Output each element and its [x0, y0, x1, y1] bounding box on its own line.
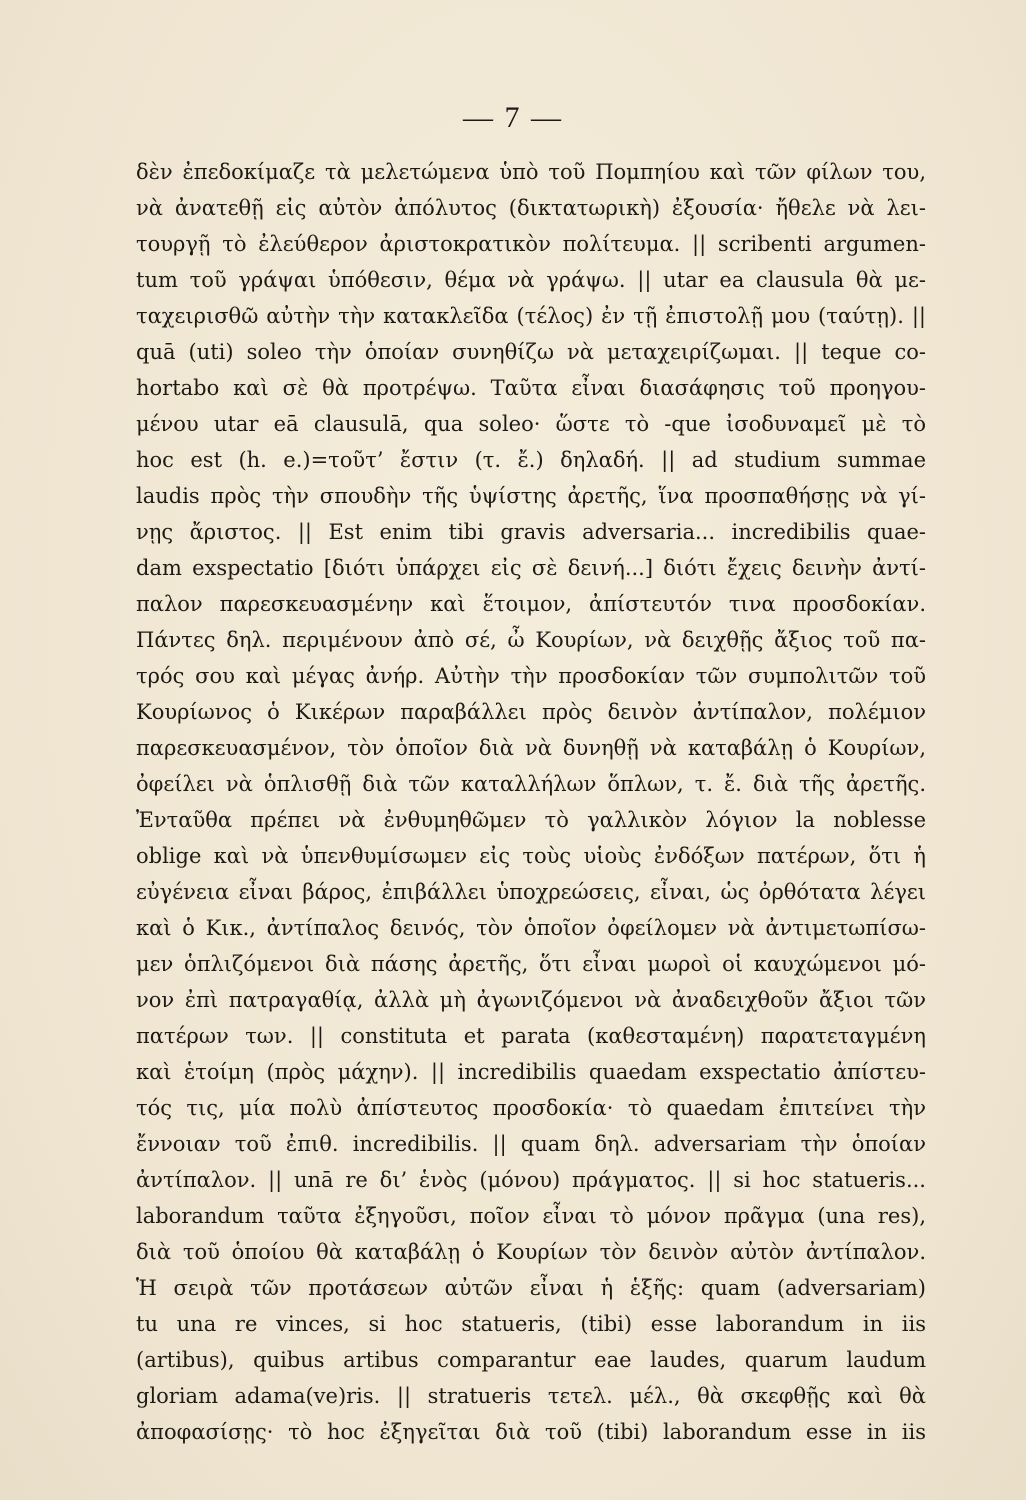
text-line: τουργῇ τὸ ἐλεύθερον ἀριστοκρατικὸν πολίτευμα. || scribenti argumen- [136, 232, 926, 256]
text-line: ταχειρισθῶ αὐτὴν τὴν κατακλεῖδα (τέλος) ἐν τῇ ἐπιστολῇ μου (ταύτῃ). || [136, 304, 926, 328]
text-line: laborandum ταῦτα ἐξηγοῦσι, ποῖον εἶναι τὸ μόνον πρᾶγμα (una res), [136, 1204, 926, 1228]
text-line: Ἐνταῦθα πρέπει νὰ ἐνθυμηθῶμεν τὸ γαλλικὸν λόγιον la noblesse [136, 808, 926, 832]
text-line: Κουρίωνος ὁ Κικέρων παραβάλλει πρὸς δεινὸν ἀντίπαλον, πολέμιον [136, 700, 926, 724]
text-line: tu una re vinces, si hoc statueris, (tibi) esse laborandum in iis [136, 1312, 926, 1336]
text-line: καὶ ὁ Κικ., ἀντίπαλος δεινός, τὸν ὁποῖον ὀφείλομεν νὰ ἀντιμετωπίσω- [136, 916, 926, 940]
text-line: Ἡ σειρὰ τῶν προτάσεων αὐτῶν εἶναι ἡ ἑξῆς: quam (adversariam) [136, 1276, 926, 1300]
text-line: εὐγένεια εἶναι βάρος, ἐπιβάλλει ὑποχρεώσεις, εἶναι, ὡς ὀρθότατα λέγει [136, 880, 926, 904]
text-line: oblige καὶ νὰ ὑπενθυμίσωμεν εἰς τοὺς υἱοὺς ἐνδόξων πατέρων, ὅτι ἡ [136, 844, 926, 868]
text-line: τός τις, μία πολὺ ἀπίστευτος προσδοκία· τὸ quaedam ἐπιτείνει τὴν [136, 1096, 926, 1120]
text-line: ἀποφασίσῃς· τὸ hoc ἐξηγεῖται διὰ τοῦ (tibi) laborandum esse in iis [136, 1420, 926, 1444]
text-line: dam exspectatio [διότι ὑπάρχει εἰς σὲ δεινή...] διότι ἔχεις δεινὴν ἀντί- [136, 556, 926, 580]
text-line: hortabo καὶ σὲ θὰ προτρέψω. Ταῦτα εἶναι διασάφησις τοῦ προηγου- [136, 376, 926, 400]
text-line: νον ἐπὶ πατραγαθίᾳ, ἀλλὰ μὴ ἀγωνιζόμενοι νὰ ἀναδειχθοῦν ἄξιοι τῶν [136, 988, 926, 1012]
text-line: νὰ ἀνατεθῇ εἰς αὐτὸν ἀπόλυτος (δικτατωρικὴ) ἐξουσία· ἤθελε νὰ λει- [136, 196, 926, 220]
text-line: τρός σου καὶ μέγας ἀνήρ. Αὐτὴν τὴν προσδοκίαν τῶν συμπολιτῶν τοῦ [136, 664, 926, 688]
page-number: — 7 — [463, 101, 563, 134]
text-line: Πάντες δηλ. περιμένουν ἀπὸ σέ, ὦ Κουρίων, νὰ δειχθῇς ἄξιος τοῦ πα- [136, 628, 926, 652]
text-line: laudis πρὸς τὴν σπουδὴν τῆς ὑψίστης ἀρετῆς, ἵνα προσπαθήσῃς νὰ γί- [136, 484, 926, 508]
text-line: μεν ὁπλιζόμενοι διὰ πάσης ἀρετῆς, ὅτι εἶναι μωροὶ οἱ καυχώμενοι μό- [136, 952, 926, 976]
text-line: ὀφείλει νὰ ὁπλισθῇ διὰ τῶν καταλλήλων ὅπλων, τ. ἔ. διὰ τῆς ἀρετῆς. [136, 772, 926, 796]
text-line: δὲν ἐπεδοκίμαζε τὰ μελετώμενα ὑπὸ τοῦ Πομπηίου καὶ τῶν φίλων του, [136, 160, 926, 184]
text-line: παρεσκευασμένον, τὸν ὁποῖον διὰ νὰ δυνηθῇ νὰ καταβάλῃ ὁ Κουρίων, [136, 736, 926, 760]
text-line: ἀντίπαλον. || unā re δι’ ἑνὸς (μόνου) πράγματος. || si hoc statueris... [136, 1168, 926, 1192]
text-line: hoc est (h. e.)=τοῦτ’ ἔστιν (τ. ἔ.) δηλαδή. || ad studium summae [136, 448, 926, 472]
text-line: πατέρων των. || constituta et parata (καθεσταμένη) παρατεταγμένη [136, 1024, 926, 1048]
text-line: νῃς ἄριστος. || Est enim tibi gravis adversaria... incredibilis quae- [136, 520, 926, 544]
text-line: tum τοῦ γράψαι ὑπόθεσιν, θέμα νὰ γράψω. || utar ea clausula θὰ με- [136, 268, 926, 292]
text-line: (artibus), quibus artibus comparantur eae laudes, quarum laudum [136, 1348, 926, 1372]
text-line: ἔννοιαν τοῦ ἐπιθ. incredibilis. || quam δηλ. adversariam τὴν ὁποίαν [136, 1132, 926, 1156]
text-line: διὰ τοῦ ὁποίου θὰ καταβάλῃ ὁ Κουρίων τὸν δεινὸν αὐτὸν ἀντίπαλον. [136, 1240, 926, 1264]
text-line: καὶ ἑτοίμη (πρὸς μάχην). || incredibilis quaedam exspectatio ἀπίστευ- [136, 1060, 926, 1084]
text-line: quā (uti) soleo τὴν ὁποίαν συνηθίζω νὰ μεταχειρίζωμαι. || teque co- [136, 340, 926, 364]
text-line: μένου utar eā clausulā, qua soleo· ὥστε τὸ -que ἰσοδυναμεῖ μὲ τὸ [136, 412, 926, 436]
body-text [136, 154, 926, 1450]
text-line: παλον παρεσκευασμένην καὶ ἕτοιμον, ἀπίστευτόν τινα προσδοκίαν. [136, 592, 926, 616]
text-line: gloriam adama(ve)ris. || stratueris τετελ. μέλ., θὰ σκεφθῇς καὶ θὰ [136, 1384, 926, 1408]
